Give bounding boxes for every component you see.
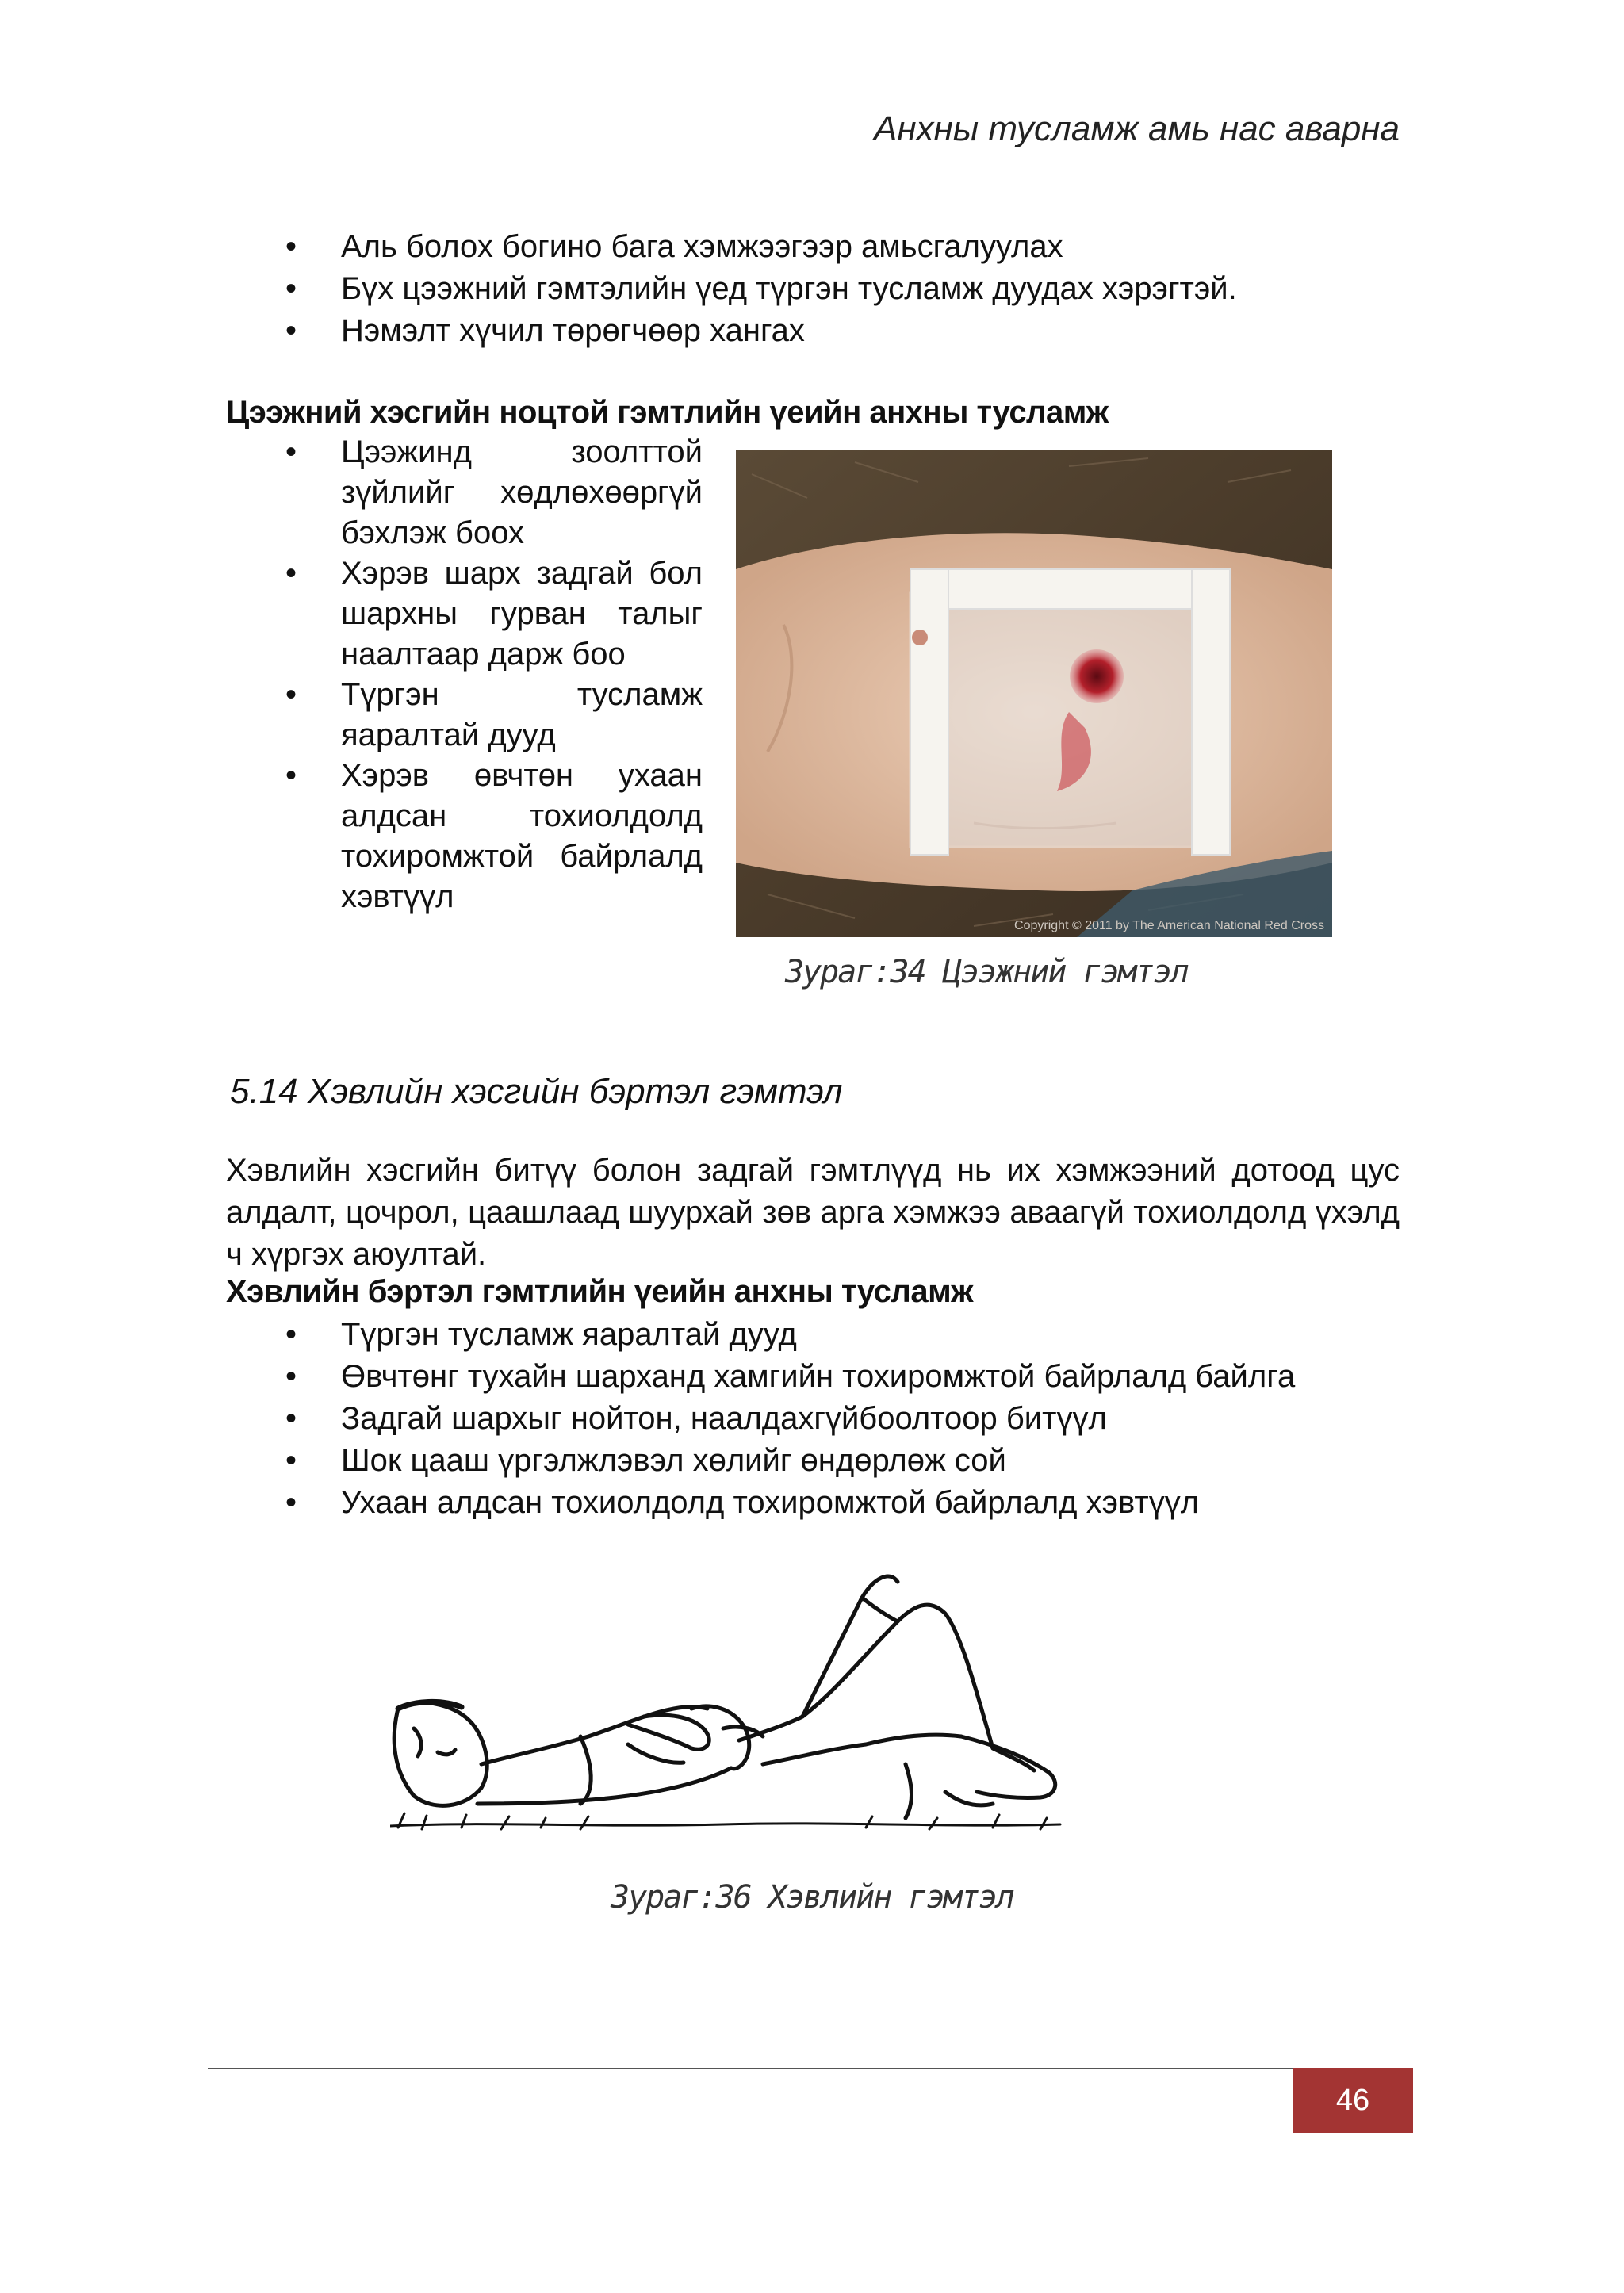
figure-36-caption: Зураг:36 Хэвлийн гэмтэл <box>611 1879 1013 1916</box>
list-item: • Түргэн тусламж яаралтай дууд <box>341 1314 1451 1356</box>
list-item: • Шок цааш үргэлжлэвэл хөлийг өндөрлөж сой <box>341 1440 1451 1482</box>
running-header: Анхны тусламж амь нас аварна <box>873 109 1400 148</box>
abdominal-position-drawing <box>390 1566 1064 1859</box>
figure-34-caption: Зураг:34 Цээжний гэмтэл <box>785 954 1188 990</box>
list-item: • Аль болох богино бага хэмжээгээр амьсгалуулах <box>341 226 1451 268</box>
list-item: • Түргэн тусламж яаралтай дууд <box>341 675 703 756</box>
list-item: • Өвчтөнг тухайн шарханд хамгийн тохиромжтой байрлалд байлга <box>341 1356 1451 1398</box>
list-item: • Хэрэв шарх задгай бол шархны гурван талыг наалтаар дарж боо <box>341 553 703 675</box>
list-item: • Бүх цээжний гэмтэлийн үед түргэн тусламж дуудах хэрэгтэй. <box>341 268 1451 310</box>
chest-bullet-list <box>341 432 703 917</box>
abdomen-paragraph: Хэвлийн хэсгийн битүү болон задгай гэмтлүүд нь их хэмжээний дотоод цус алдалт, цочрол, цаашлаад шуурхай зөв арга хэмжээ аваагүй тохиолдолд үхэлд ч хүргэх аюултай. <box>226 1153 1400 1272</box>
chest-heading: Цээжний хэсгийн ноцтой гэмтлийн үеийн анхны тусламж <box>226 395 1109 430</box>
chest-injury-photo <box>736 450 1332 937</box>
section-title: 5.14 Хэвлийн хэсгийн бэртэл гэмтэл <box>230 1072 843 1111</box>
abdomen-heading: Хэвлийн бэртэл гэмтлийн үеийн анхны тусламж <box>226 1274 974 1309</box>
abdomen-bullet-list <box>341 1314 1451 1524</box>
footer-rule <box>208 2068 1293 2069</box>
list-item: • Задгай шархыг нойтон, наалдахгүйбоолтоор битүүл <box>341 1398 1451 1440</box>
photo-watermark: Copyright © 2011 by The American National Red Cross <box>1014 919 1324 932</box>
page-number: 46 <box>1293 2068 1413 2133</box>
top-bullet-list <box>341 226 1451 352</box>
list-item: • Хэрэв өвчтөн ухаан алдсан тохиолдолд тохиромжтой байрлалд хэвтүүл <box>341 756 703 917</box>
list-item: • Цээжинд зоолттой зүйлийг хөдлөхөөргүй бэхлэж боох <box>341 432 703 553</box>
list-item: • Нэмэлт хүчил төрөгчөөр хангах <box>341 310 1451 352</box>
list-item: • Ухаан алдсан тохиолдолд тохиромжтой байрлалд хэвтүүл <box>341 1482 1451 1524</box>
